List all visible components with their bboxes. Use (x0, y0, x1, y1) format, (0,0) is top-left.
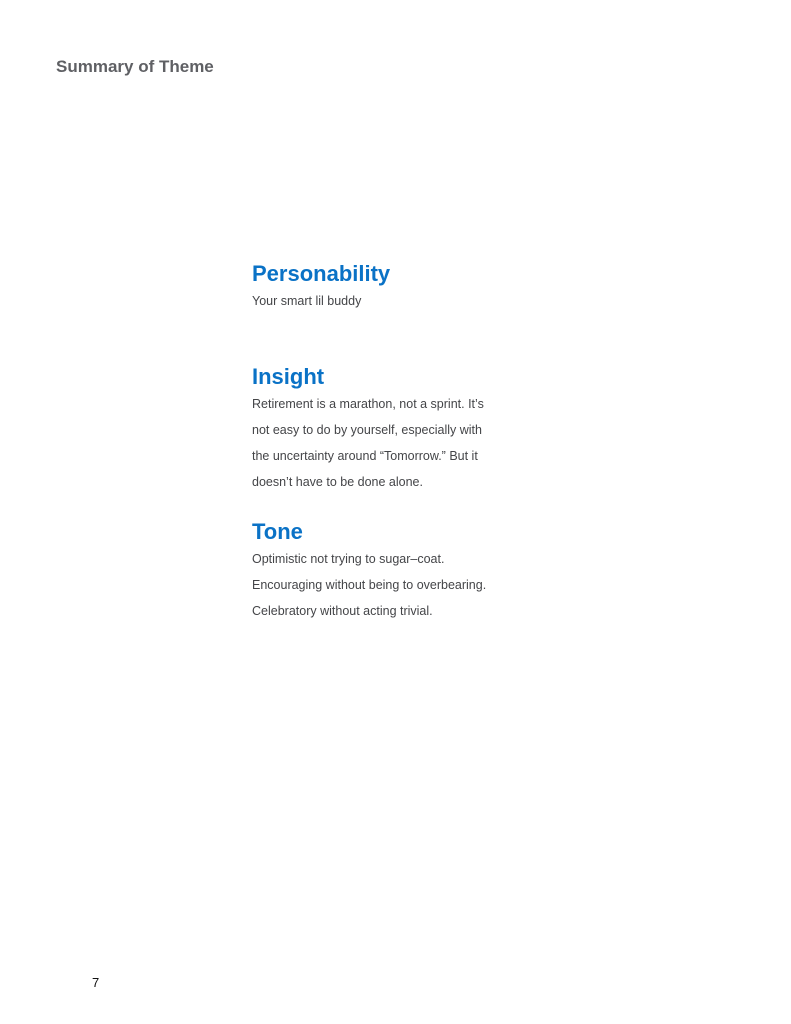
section-tone (252, 518, 552, 624)
section-heading: Insight (252, 364, 325, 389)
section-text-line: Retirement is a marathon, not a sprint. It’s (252, 397, 484, 411)
page-title: Summary of Theme (56, 57, 214, 76)
section-text-line: not easy to do by yourself, especially with (252, 423, 482, 437)
section-text-line: Celebratory without acting trivial. (252, 604, 433, 618)
section-text-line: Optimistic not trying to sugar–coat. (252, 552, 445, 566)
page-number: 7 (92, 975, 100, 990)
section-heading: Tone (252, 519, 303, 544)
section-text-line: the uncertainty around “Tomorrow.” But it (252, 449, 478, 463)
section-text-line: Your smart lil buddy (252, 294, 362, 308)
section-heading: Personability (252, 261, 391, 286)
section-personability (252, 260, 552, 314)
section-insight (252, 363, 552, 495)
section-text-line: Encouraging without being to overbearing. (252, 578, 487, 592)
section-text-line: doesn’t have to be done alone. (252, 475, 423, 489)
